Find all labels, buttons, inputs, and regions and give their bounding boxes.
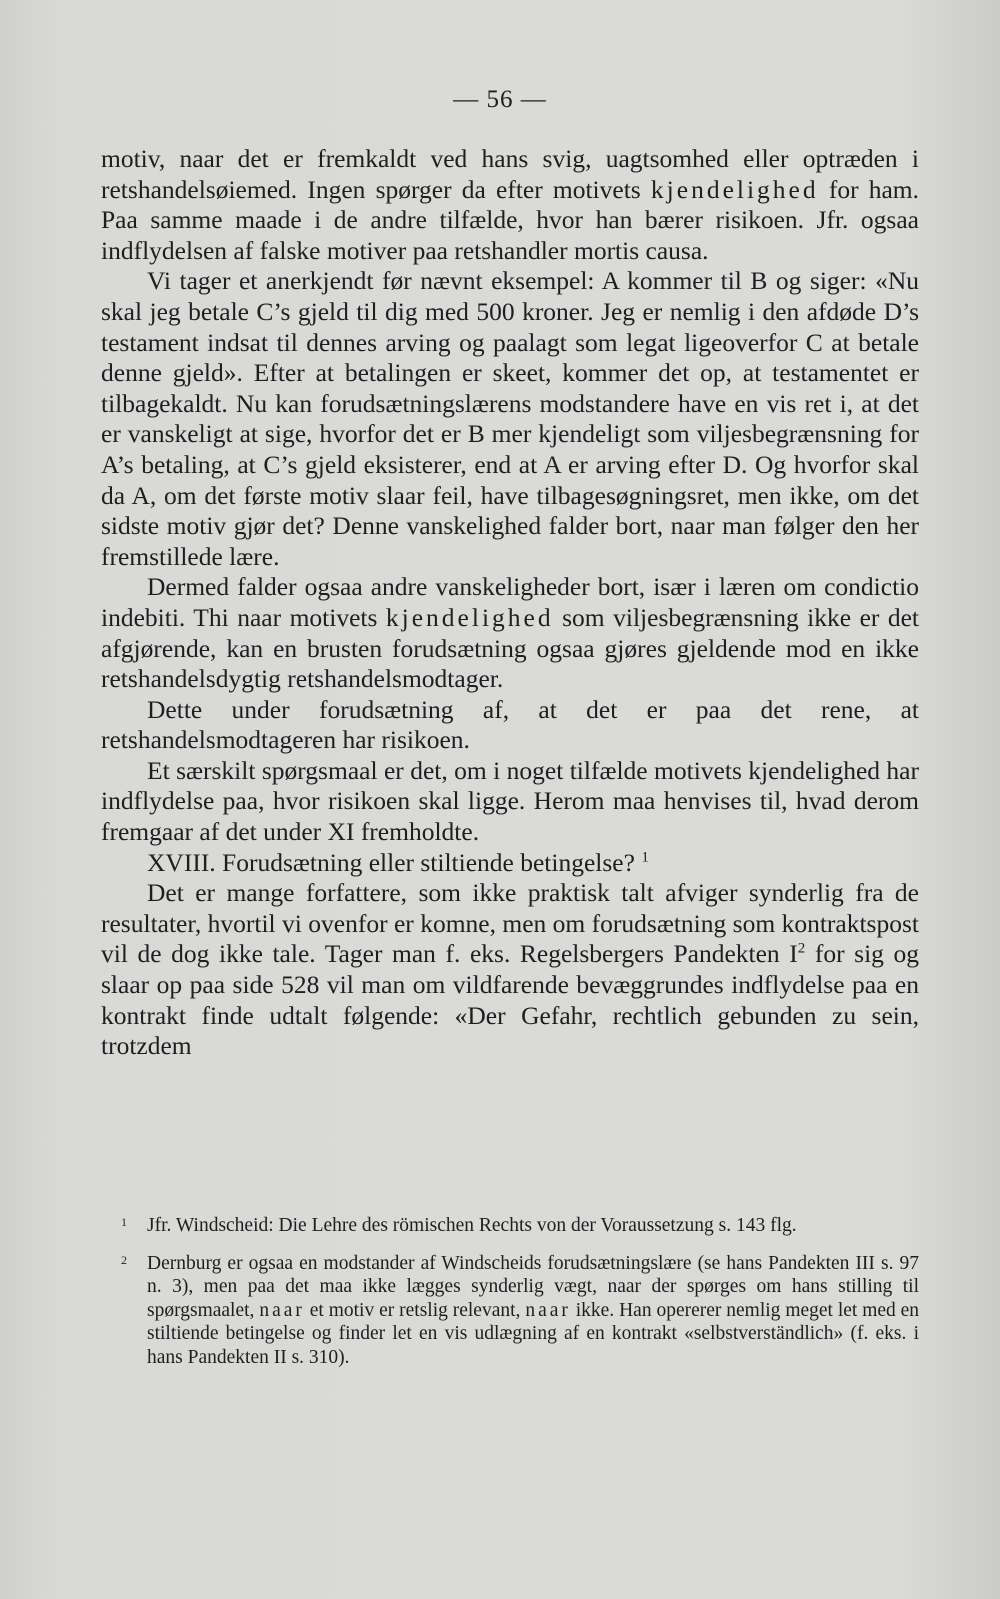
text-segment: for sig og slaar op paa side 528 vil man om vildfarende bevæggrundes indflydelse paa en kontrakt finde udtalt følgende: «Der Gefahr, rechtlich gebunden zu sein, trotzdem xyxy=(101,939,920,1061)
paragraph-4 xyxy=(101,695,919,756)
text-segment: Dermed falder ogsaa andre vanskeligheder bort, især i læren om condictio indebiti. Thi naar motivets xyxy=(101,572,919,632)
footnote-reference-1: 1 xyxy=(641,849,649,866)
text-segment: Vi tager et anerkjendt før nævnt eksempel: A kommer til B og siger: «Nu skal jeg betale C’s gjeld til dig med 500 kroner. Jeg er nemlig i den afdøde D’s testament indsat til dennes arving og paalagt som legat ligeoverfor C at betale denne gjeld». Efter at betalingen er skeet, kommer det op, at testamentet er tilbagekaldt. Nu kan forudsætningslærens modstandere have en vis ret i, at det er vanskeligt at sige, hvorfor det er B mer kjendeligt som viljesbegrænsning for A’s betaling, at C’s gjeld eksisterer, end at A er arving efter D. Og hvorfor skal da A, om det første motiv slaar feil, have tilbagesøgningsret, men ikke, om det sidste motiv gjør det? Denne vanskelighed falder bort, naar man følger den her fremstillede lære. xyxy=(101,266,919,571)
paragraph-2 xyxy=(101,266,919,572)
body-text xyxy=(101,144,919,1062)
footnote-mark: 1 xyxy=(121,1215,127,1229)
footnote-text: et motiv er retslig relevant, xyxy=(309,1299,521,1321)
text-segment: som viljesbegrænsning ikke er det afgjørende, kan en brusten forudsætning ogsaa gjøres gjeldende mod en ikke retshandelsdygtig retshandelsmodtager. xyxy=(101,602,920,694)
footnote-text: ikke. Han opererer nemlig meget let med en stiltiende betingelse og finder let en vis udlægning af en kontrakt «selbstverständlich» (f. eks. i hans Pandekten II s. 310). xyxy=(147,1299,920,1368)
spaced-emphasis: kjendelighed xyxy=(650,174,819,204)
paragraph-5 xyxy=(101,756,919,848)
page-number: — 56 — xyxy=(453,86,547,113)
footnote-text: Jfr. Windscheid: Die Lehre des römischen Rechts von der Voraussetzung s. 143 flg. xyxy=(147,1215,797,1236)
footnote-1 xyxy=(101,1214,919,1238)
footnote-mark: 2 xyxy=(121,1252,127,1267)
spaced-emphasis: naar xyxy=(259,1299,305,1321)
spaced-emphasis: naar xyxy=(525,1299,571,1321)
text-segment: motiv, naar det er fremkaldt ved hans svig, uagtsomhed eller optræden i retshandelsøiemed. Ingen spørger da efter motivets xyxy=(101,144,919,204)
footnotes xyxy=(101,1214,919,1383)
footnote-text: Dernburg er ogsaa en modstander af Windscheids forudsætningslære (se hans Pandekten III s. 97 n. 3), men paa det maa ikke lægges synderlig vægt, naar der spørges om hans stilling til spørgsmaalet, xyxy=(147,1252,919,1321)
paragraph-6 xyxy=(101,878,919,1062)
spaced-emphasis: kjendelighed xyxy=(385,602,554,632)
section-heading-xviii xyxy=(101,848,919,879)
footnote-2 xyxy=(101,1252,919,1370)
paragraph-3 xyxy=(101,572,919,694)
paragraph-1 xyxy=(101,144,919,266)
section-title: XVIII. Forudsætning eller stiltiende betingelse? xyxy=(147,847,635,877)
text-segment: Dette under forudsætning af, at det er paa det rene, at retshandelsmodtageren har risikoen. xyxy=(101,694,919,755)
text-segment: for ham. Paa samme maade i de andre tilfælde, hvor han bærer risikoen. Jfr. ogsaa indflydelsen af falske motiver paa retshandler mortis causa. xyxy=(101,174,920,265)
footnote-reference-2: 2 xyxy=(797,940,806,957)
text-segment: Et særskilt spørgsmaal er det, om i noget tilfælde motivets kjendelighed har indflydelse paa, hvor risikoen skal ligge. Herom maa henvises til, hvad derom fremgaar af det under XI fremholdte. xyxy=(101,755,919,847)
text-segment: Det er mange forfattere, som ikke praktisk talt afviger synderlig fra de resultater, hvortil vi ovenfor er komne, men om forudsætning som kontraktspost vil de dog ikke tale. Tager man f. eks. Regelsbergers Pandekten I xyxy=(101,878,919,969)
